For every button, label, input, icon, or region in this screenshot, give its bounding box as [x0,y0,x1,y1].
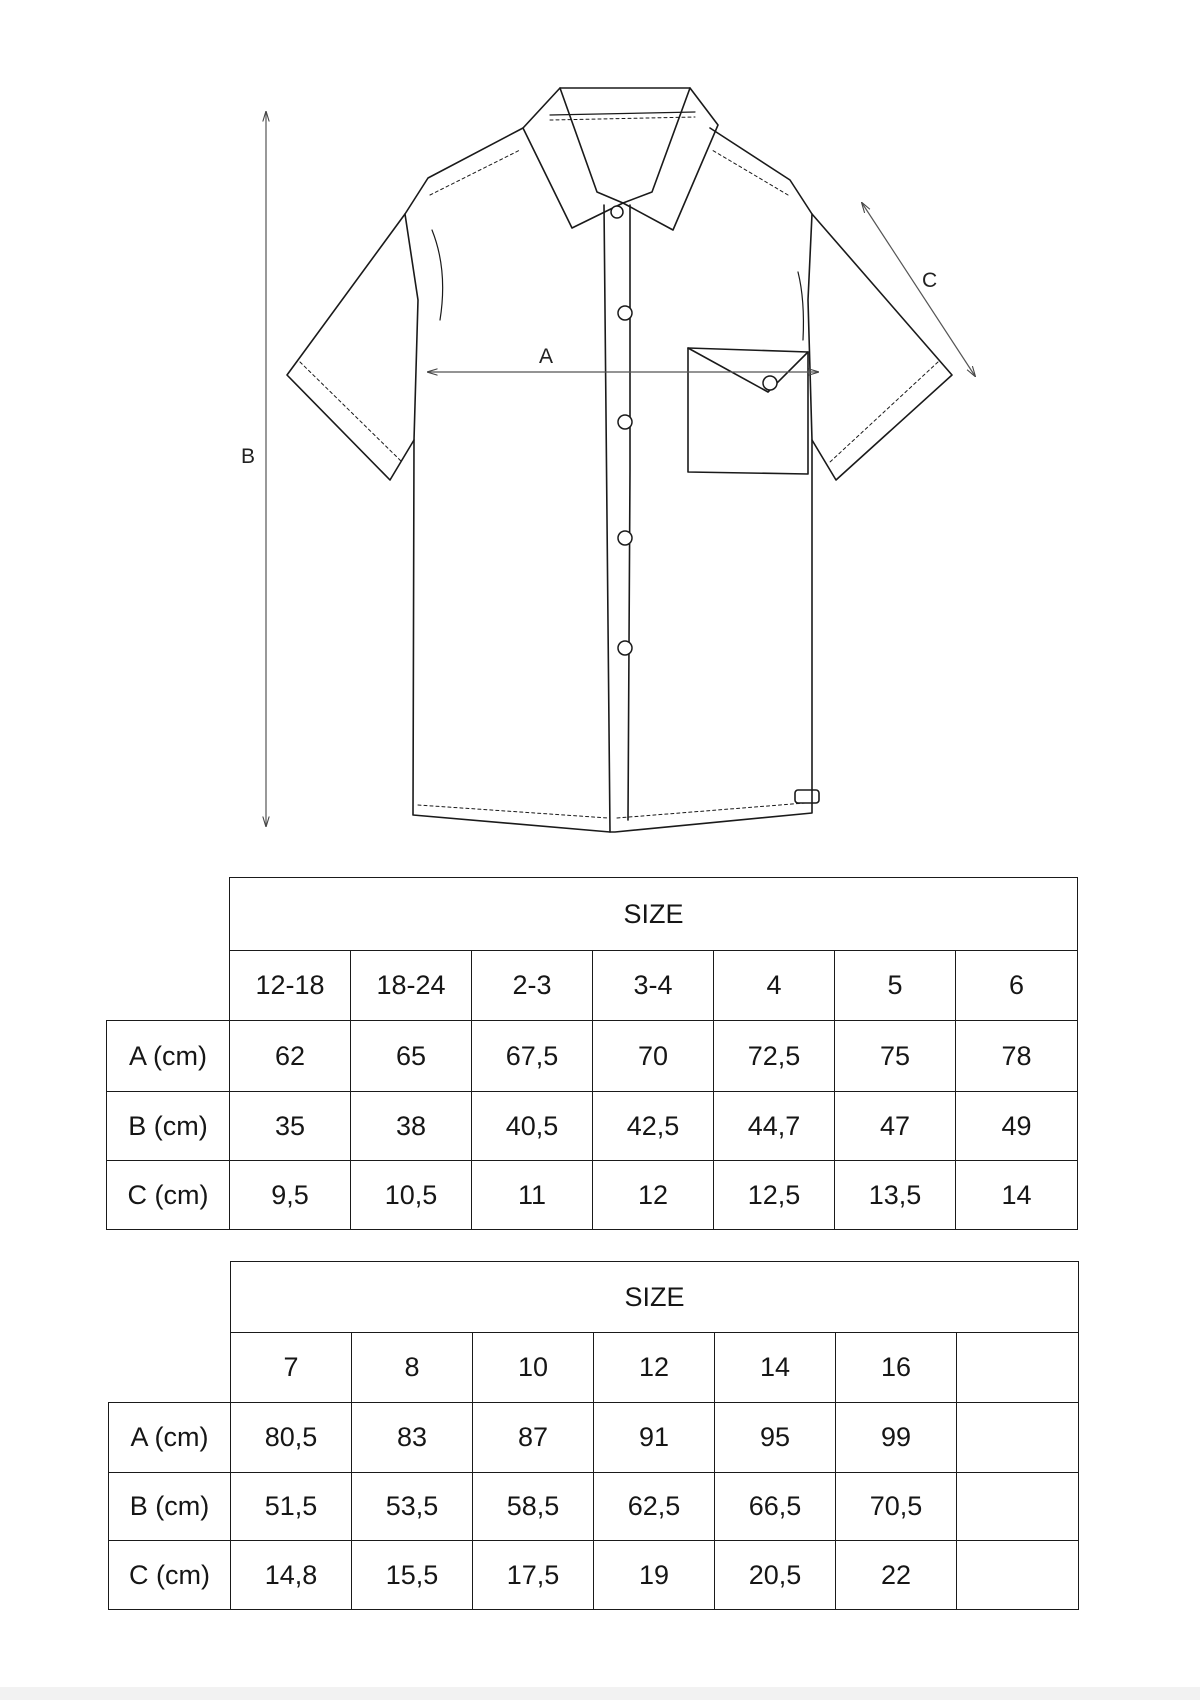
pocket-button [763,376,777,390]
value-cell [957,1473,1079,1541]
value-cell: 38 [351,1092,472,1161]
value-cell: 67,5 [472,1021,593,1092]
size-cell: 14 [715,1333,836,1403]
value-cell: 19 [594,1541,715,1610]
size-cell: 16 [836,1333,957,1403]
row-label: B (cm) [109,1473,231,1541]
size-cell: 18-24 [351,951,472,1021]
table-row [109,1541,1079,1610]
size-header: SIZE [230,878,1078,951]
table-row [109,1403,1079,1473]
value-cell: 44,7 [714,1092,835,1161]
value-cell: 47 [835,1092,956,1161]
value-cell: 49 [956,1092,1078,1161]
size-cell: 3-4 [593,951,714,1021]
value-cell: 14 [956,1161,1078,1230]
left-sleeve [287,214,414,480]
button-1 [618,306,632,320]
value-cell: 70,5 [836,1473,957,1541]
value-cell: 14,8 [231,1541,352,1610]
value-cell: 10,5 [351,1161,472,1230]
value-cell: 99 [836,1403,957,1473]
value-cell: 20,5 [715,1541,836,1610]
size-cell: 10 [473,1333,594,1403]
value-cell: 40,5 [472,1092,593,1161]
size-cell: 8 [352,1333,473,1403]
size-header: SIZE [231,1262,1079,1333]
value-cell: 12,5 [714,1161,835,1230]
size-cell: 6 [956,951,1078,1021]
table-row [107,1092,1078,1161]
value-cell: 17,5 [473,1541,594,1610]
size-cell: 4 [714,951,835,1021]
value-cell: 22 [836,1541,957,1610]
value-cell: 42,5 [593,1092,714,1161]
row-label: B (cm) [107,1092,230,1161]
row-label: C (cm) [109,1541,231,1610]
right-sleeve [812,214,952,480]
button-4 [618,641,632,655]
table-row [107,1021,1078,1092]
button-3 [618,531,632,545]
value-cell: 12 [593,1161,714,1230]
value-cell: 72,5 [714,1021,835,1092]
button-2 [618,415,632,429]
row-label: A (cm) [107,1021,230,1092]
value-cell [957,1403,1079,1473]
size-cell: 12-18 [230,951,351,1021]
value-cell: 9,5 [230,1161,351,1230]
value-cell: 95 [715,1403,836,1473]
value-cell: 13,5 [835,1161,956,1230]
value-cell: 70 [593,1021,714,1092]
value-cell: 66,5 [715,1473,836,1541]
size-cell: 7 [231,1333,352,1403]
measure-label-b: B [241,445,256,468]
size-cell: 2-3 [472,951,593,1021]
collar-button [611,206,623,218]
value-cell: 80,5 [231,1403,352,1473]
value-cell: 65 [351,1021,472,1092]
row-label: C (cm) [107,1161,230,1230]
value-cell: 15,5 [352,1541,473,1610]
value-cell: 58,5 [473,1473,594,1541]
value-cell [957,1541,1079,1610]
value-cell: 75 [835,1021,956,1092]
size-cell [957,1333,1079,1403]
measure-label-c: C [922,269,938,292]
size-cell: 5 [835,951,956,1021]
value-cell: 11 [472,1161,593,1230]
table-row [109,1473,1079,1541]
size-table-1 [106,877,1078,1230]
value-cell: 83 [352,1403,473,1473]
value-cell: 78 [956,1021,1078,1092]
chest-pocket [688,348,808,474]
hem-tag [795,790,819,803]
table-row [107,1161,1078,1230]
value-cell: 62,5 [594,1473,715,1541]
measure-line-c [862,203,975,376]
size-table-2 [108,1261,1079,1610]
value-cell: 62 [230,1021,351,1092]
value-cell: 35 [230,1092,351,1161]
value-cell: 91 [594,1403,715,1473]
measure-label-a: A [539,345,554,368]
page-footer-band [0,1687,1200,1700]
shirt-placket [604,205,610,832]
row-label: A (cm) [109,1403,231,1473]
value-cell: 87 [473,1403,594,1473]
value-cell: 53,5 [352,1473,473,1541]
value-cell: 51,5 [231,1473,352,1541]
size-cell: 12 [594,1333,715,1403]
